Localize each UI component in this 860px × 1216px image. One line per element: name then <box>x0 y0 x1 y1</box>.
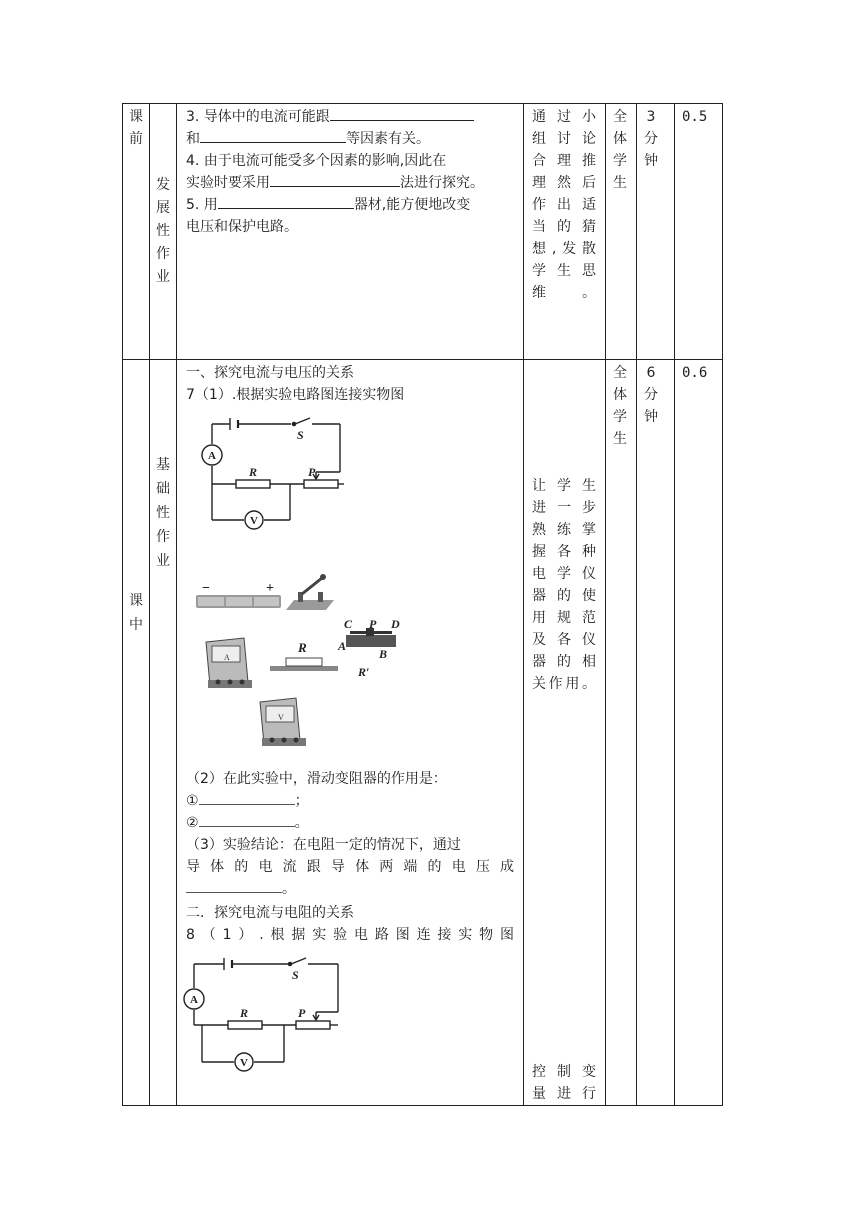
purpose1-line: 合理推 <box>532 153 596 169</box>
fixed-resistor-icon <box>270 640 338 671</box>
purpose2-line: 电学仪 <box>532 566 596 582</box>
q8-title: 8（1）.根据实验电路图连接实物图 <box>186 927 514 943</box>
stage-label-in-class: 课中 <box>129 593 143 633</box>
rheostat-icon <box>337 617 400 679</box>
q7-part2-blank-1[interactable] <box>199 790 295 805</box>
purpose1-line: 组讨论 <box>532 131 596 147</box>
purpose2-line: 握各种 <box>532 544 596 560</box>
purpose1-line: 通过小 <box>532 109 596 125</box>
ammeter-label: A <box>208 450 216 462</box>
svg-text:+: + <box>266 581 274 596</box>
resistor-label: R <box>249 465 258 479</box>
voltmeter-label: V <box>250 515 258 527</box>
q4-blank[interactable] <box>270 172 400 187</box>
q3-blank-2[interactable] <box>200 128 346 143</box>
svg-text:A: A <box>338 639 347 653</box>
purpose1-line: 当的猜 <box>532 219 596 235</box>
q7-title: 7（1）.根据实验电路图连接实物图 <box>186 387 405 403</box>
q4-text-a: 4. 由于电流可能受多个因素的影响,因此在 <box>186 153 447 169</box>
switch-label-2: S <box>292 968 299 982</box>
section2-title: 二．探究电流与电阻的关系 <box>186 905 354 921</box>
q7-part2-item2-end: 。 <box>294 815 309 831</box>
q3-text-c: 等因素有关。 <box>346 131 430 147</box>
svg-text:R′: R′ <box>358 665 370 679</box>
switch-label: S <box>297 428 304 442</box>
section1-title: 一、探究电流与电压的关系 <box>186 365 354 381</box>
q5-text-b: 器材,能方便地改变 <box>353 197 471 213</box>
svg-text:V: V <box>278 713 284 722</box>
q7-part2-item1-marker: ① <box>186 793 199 809</box>
svg-text:D: D <box>391 617 400 631</box>
purpose2-line: 及各仪 <box>532 632 596 648</box>
q7-part2: （2）在此实验中，滑动变阻器的作用是： <box>186 771 447 787</box>
row1-target: 全体学生 <box>613 109 627 191</box>
row2-purpose <box>532 475 596 695</box>
purpose1-line: 维。 <box>532 285 596 301</box>
equipment-photo <box>186 570 416 755</box>
q4-text-b: 实验时要采用 <box>186 175 270 191</box>
row1-time: 3分钟 <box>644 109 658 169</box>
q3-text-b: 和 <box>186 131 200 147</box>
purpose1-line: 想,发散 <box>532 241 596 257</box>
purpose2-line: 用规范 <box>532 610 596 626</box>
ammeter-label-2: A <box>190 994 198 1006</box>
svg-text:R: R <box>298 640 307 655</box>
voltmeter-device-icon <box>260 698 306 746</box>
row2-score: 0.6 <box>682 365 708 381</box>
purpose2-line: 关作用。 <box>532 676 596 692</box>
knife-switch-icon <box>286 574 334 610</box>
battery-pack-icon <box>196 581 281 608</box>
q7-part3-blank[interactable] <box>186 878 282 893</box>
purpose2-line: 让学生 <box>532 478 596 494</box>
q5-text-a: 5. 用 <box>186 197 218 213</box>
purpose2-line: 熟练掌 <box>532 522 596 538</box>
purpose3-line: 控制变 <box>532 1064 596 1080</box>
svg-text:−: − <box>202 581 210 596</box>
q7-part3-line2: 导体的电流跟导体两端的电压成 <box>186 859 514 875</box>
purpose1-line: 学生思 <box>532 263 596 279</box>
purpose2-line: 进一步 <box>532 500 596 516</box>
q7-part2-blank-2[interactable] <box>199 812 295 827</box>
q3-blank-1[interactable] <box>330 106 474 121</box>
svg-text:C: C <box>344 617 353 631</box>
ammeter-device-icon <box>206 638 252 688</box>
row1-score: 0.5 <box>682 109 708 125</box>
slider-label-2: P <box>298 1006 306 1020</box>
row2-time: 6分钟 <box>644 365 658 425</box>
type-label-basic: 基础性作业 <box>156 457 170 569</box>
q7-part3-line1: （3）实验结论：在电阻一定的情况下，通过 <box>186 837 461 853</box>
voltmeter-label-2: V <box>240 1057 248 1069</box>
purpose2-line: 器的相 <box>532 654 596 670</box>
type-label-developmental: 发展性作业 <box>156 177 170 285</box>
stage-label-before-class: 课前 <box>129 109 143 147</box>
resistor-label-2: R <box>240 1006 249 1020</box>
q3-text-a: 3. 导体中的电流可能跟 <box>186 109 330 125</box>
purpose1-line: 理然后 <box>532 175 596 191</box>
q7-part3-end: 。 <box>282 881 296 897</box>
q5-blank[interactable] <box>218 194 354 209</box>
row1-purpose <box>532 106 596 304</box>
circuit-diagram-2 <box>180 950 355 1075</box>
purpose3-line: 量进行 <box>532 1086 596 1102</box>
q4-text-c: 法进行探究。 <box>400 175 484 191</box>
row2-target: 全体学生 <box>613 365 627 447</box>
svg-text:P: P <box>369 617 377 631</box>
slider-label: P <box>308 465 316 479</box>
svg-text:A: A <box>224 653 230 662</box>
purpose1-line: 作出适 <box>532 197 596 213</box>
q7-part2-item2-marker: ② <box>186 815 199 831</box>
row2-purpose-continued <box>532 1061 596 1105</box>
circuit-diagram-1 <box>186 410 356 530</box>
svg-text:B: B <box>379 647 388 661</box>
q5-text-c: 电压和保护电路。 <box>186 219 298 235</box>
purpose2-line: 器的使 <box>532 588 596 604</box>
q7-part2-item1-end: ； <box>294 793 309 809</box>
